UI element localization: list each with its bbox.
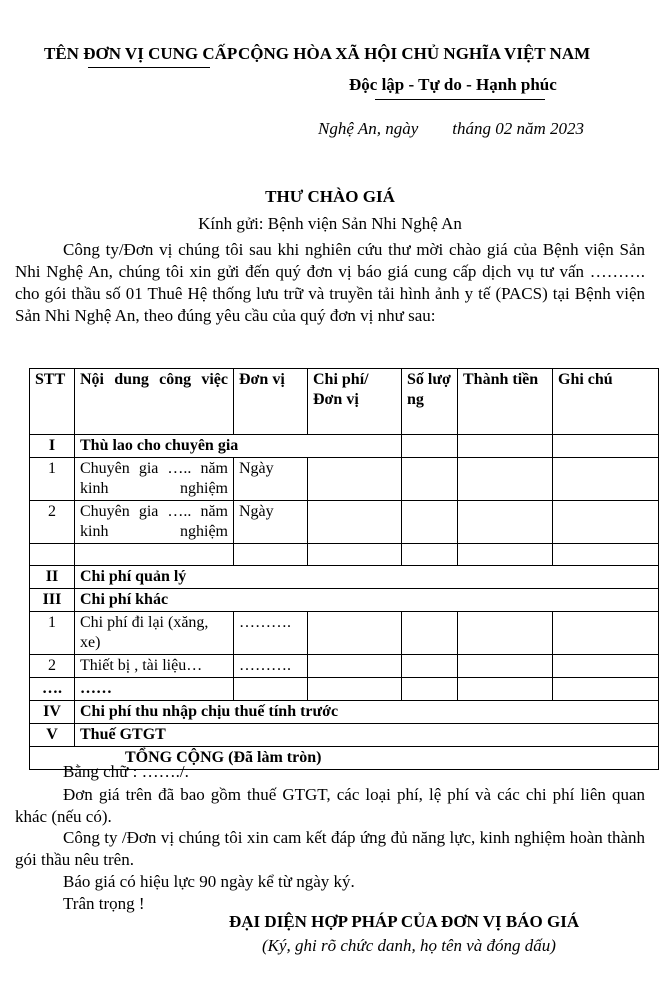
row-content: Chuyên gia ….. năm kinh nghiệm [75, 458, 234, 501]
signature-instruction: (Ký, ghi rõ chức danh, họ tên và đóng dấu) [262, 936, 556, 955]
country-name: CỘNG HÒA XÃ HỘI CHỦ NGHĨA VIỆT NAM [238, 44, 591, 63]
table-row [30, 458, 659, 501]
row-unit: Ngày [234, 458, 308, 501]
section-row [30, 724, 659, 747]
section-number: II [30, 566, 75, 589]
intro-paragraph: Công ty/Đơn vị chúng tôi sau khi nghiên cứu thư mời chào giá của Bệnh viện Sản Nhi Nghệ An, chúng tôi xin gửi đến quý đơn vị báo giá cung cấp dịch vụ tư vấn ………. cho gói thầu số 01 Thuê Hệ thống lưu trữ và truyền tải hình ảnh y tế (PACS) tại Bệnh viện Sản Nhi Nghệ An, theo đúng yêu cầu của quý đơn vị như sau: [15, 240, 645, 325]
row-number: 2 [30, 655, 75, 678]
date-line: Nghệ An, ngày tháng 02 năm 2023 [318, 119, 585, 138]
section-number: V [30, 724, 75, 747]
header-note: Ghi chú [553, 369, 659, 435]
motto: Độc lập - Tự do - Hạnh phúc [349, 75, 557, 94]
section-label: Chi phí quản lý [75, 566, 659, 589]
supplier-label: TÊN ĐƠN VỊ CUNG CẤP [44, 44, 238, 63]
row-content: Chuyên gia ….. năm kinh nghiệm [75, 501, 234, 544]
row-content: Chi phí đi lại (xăng, xe) [75, 612, 234, 655]
price-note: Đơn giá trên đã bao gồm thuế GTGT, các loại phí, lệ phí và các chi phí liên quan khác (nếu có). [15, 785, 645, 826]
section-number: III [30, 589, 75, 612]
section-number: I [30, 435, 75, 458]
row-number: 1 [30, 612, 75, 655]
row-number: …. [30, 678, 75, 701]
supplier-underline [88, 67, 210, 68]
header-cost: Chi phí/ Đơn vị [308, 369, 402, 435]
closing-line: Trân trọng ! [63, 894, 145, 913]
section-label: Thù lao cho chuyên gia [75, 435, 402, 458]
header-unit: Đơn vị [234, 369, 308, 435]
row-number: 2 [30, 501, 75, 544]
header-stt: STT [30, 369, 75, 435]
section-row [30, 589, 659, 612]
row-unit: ………. [234, 655, 308, 678]
section-label: Chi phí thu nhập chịu thuế tính trước [75, 701, 659, 724]
header-content: Nội dung công việc [75, 369, 234, 435]
amount-in-words: Bằng chữ : ……./. [63, 762, 189, 781]
section-number: IV [30, 701, 75, 724]
section-label: Thuế GTGT [75, 724, 659, 747]
table-header-row [30, 369, 659, 435]
table-row [30, 501, 659, 544]
letter-title: THƯ CHÀO GIÁ [265, 187, 395, 206]
header-total: Thành tiền [458, 369, 553, 435]
section-label: Chi phí khác [75, 589, 659, 612]
table-row [30, 612, 659, 655]
row-unit: Ngày [234, 501, 308, 544]
row-unit: ………. [234, 612, 308, 655]
ellipsis-row [30, 678, 659, 701]
row-content: Thiết bị , tài liệu… [75, 655, 234, 678]
row-number: 1 [30, 458, 75, 501]
table-row [30, 655, 659, 678]
recipient-line: Kính gửi: Bệnh viện Sản Nhi Nghệ An [198, 214, 462, 233]
header-qty: Số lượng [402, 369, 458, 435]
motto-underline [375, 99, 545, 100]
section-row [30, 435, 659, 458]
validity-note: Báo giá có hiệu lực 90 ngày kể từ ngày ký. [63, 872, 355, 891]
quote-table [29, 368, 659, 770]
section-row [30, 701, 659, 724]
section-row [30, 566, 659, 589]
empty-row [30, 544, 659, 566]
signature-title: ĐẠI DIỆN HỢP PHÁP CỦA ĐƠN VỊ BÁO GIÁ [229, 912, 580, 931]
total-label: TỔNG CỘNG (Đã làm tròn) [30, 747, 659, 770]
commitment-note: Công ty /Đơn vị chúng tôi xin cam kết đáp ứng đủ năng lực, kinh nghiệm hoàn thành gói thầu nêu trên. [15, 828, 645, 869]
row-content: …… [75, 678, 234, 701]
